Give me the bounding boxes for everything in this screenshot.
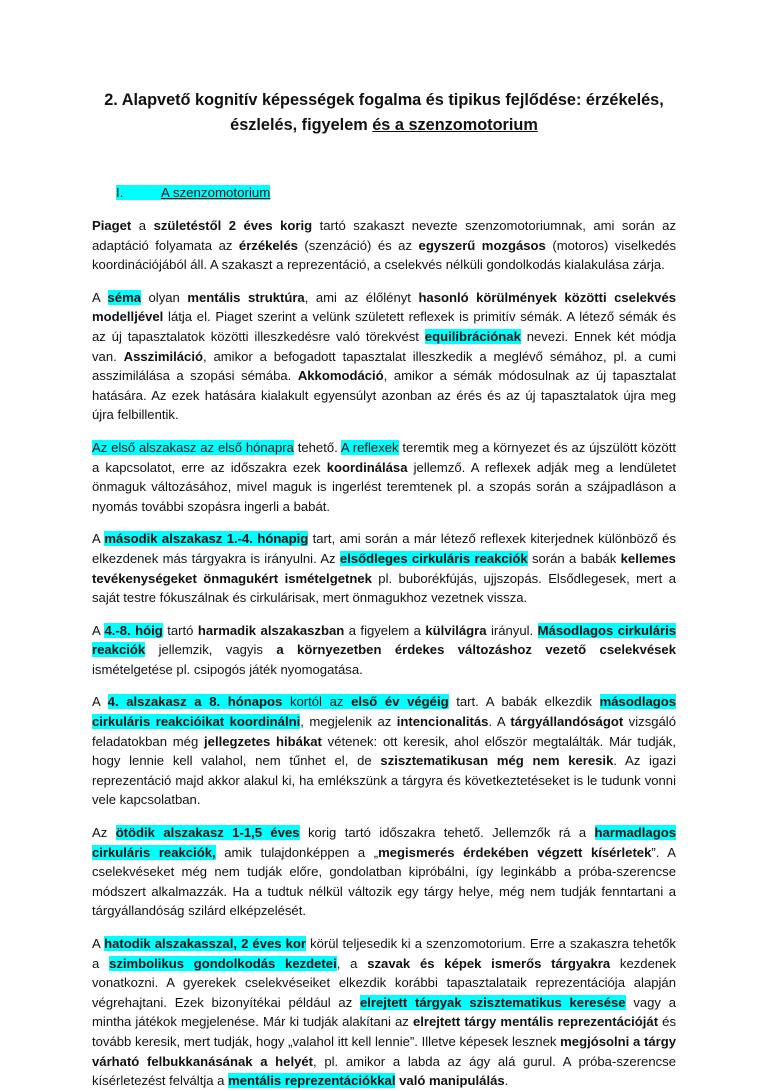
highlighted-text: séma [107,289,142,305]
bold-text: Asszimiláció [123,348,203,364]
text-run: jellemzik, vagyis [145,642,277,658]
title-line-2-underlined: és a szenzomotorium [372,116,538,134]
text-run: olyan [141,289,188,305]
section-heading [116,184,676,202]
text-run: A [92,531,105,547]
paragraph [92,934,676,1091]
highlighted-text: equilibrációnak [424,328,521,344]
text-run: pl. buborékfújás, ujjszopás. Elsődlegesek, mert a saját testre fókuszálnak és cirkulárisak, mert önmagukhoz vezetnek vissza. [92,570,676,606]
bold-text: érzékelés [238,237,298,253]
bold-text: külvilágra [425,622,487,638]
bold-text: való manipulálás [399,1073,505,1089]
paragraph [92,621,676,680]
bold-text: jellegzetes hibákat [204,733,322,749]
text-run: tart. A babák elkezdik [448,694,600,710]
text-run: teremtik meg a környezet és az újszülött között a kapcsolatot, erre az időszakra ezek [92,439,676,475]
paragraph [92,288,676,425]
highlighted-text: harmadlagos cirkuláris reakciók, [92,825,676,860]
text-run: A [92,694,108,710]
bold-text: tárgyállandóságot [510,714,624,730]
text-run: és tovább keresik, mert tudják, hogy „valahol itt kell lennie”. Illetve képesek lesznek [92,1014,676,1049]
text-run: a figyelem a [344,622,426,638]
highlighted-text: ötödik alszakasz 1-1,5 éves [115,825,300,841]
bold-text: megjósolni a tárgy várható felbukkanásának a helyét [92,1033,676,1069]
highlighted-text: hatodik alszakasszal, 2 éves kor [104,936,306,951]
text-run: tartó szakaszt nevezte szenzomotoriumnak, ami során az adaptáció folyamata az [92,218,677,253]
highlighted-text: Az első alszakasz az első hónapra [92,439,294,455]
text-run: , a [336,955,368,971]
bold-text: Piaget [92,218,132,233]
bold-text: kellemes tevékenységeket önmagukért ismételgetnek [92,550,676,586]
bold-text: szavak és képek ismerős tárgyakra [367,955,611,971]
text-run: , amikor a sémák módosulnak az új tapasztalat hatására. Az ezek hatására kialakult egyensúlyt azonban az érés és az új tapasztalatok újra meg újra felbillentik. [92,368,676,423]
text-run: (szenzáció) és az [297,237,419,253]
highlighted-text: másodlagos cirkuláris reakcióikat koordinálni [92,694,677,730]
body-text [92,216,676,1091]
paragraph [92,529,676,607]
text-run: . Az igazi reprezentáció majd akkor alakul ki, ha emlékszünk a tárgyra és következtetéseket is le tudunk vonni vele kapcsolatban. [92,753,676,808]
highlighted-text: mentális reprezentációkkal [228,1073,396,1089]
highlighted-text: 4. alszakasz a 8. hónapos [107,694,283,710]
text-run: körül teljesedik ki a szenzomotorium. Erre a szakaszra tehetők a [92,936,676,971]
text-run: látja el. Piaget szerint a velünk született reflexek is primitív sémák. A létező sémák és az új tapasztalatok közötti illeszkedésre való törekvést [92,309,676,344]
text-run: ”. A cselekvéseket még nem tudják előre, gondolatban kipróbálni, így leginkább a próba-szerencse módszert alkalmazzák. Ha a tudtuk nélkül változik egy tárgy helye, még nem tudják fenntartani a tárgyállandóság szilárd elképzelését. [92,844,676,919]
highlighted-text: első év végéig [351,694,449,710]
bold-text: megismerés érdekében végzett kísérletek [378,844,652,860]
text-run: . [504,1073,509,1089]
text-run: ismételgetése pl. csipogós játék nyomogatása. [92,661,363,677]
text-run: , megjelenik az [300,714,397,730]
text-run: Az [92,825,116,841]
text-run: , amikor a befogadott tapasztalat illeszkedik a meglévő sémához, pl. a cumi asszimilálása a szopási sémába. [92,348,676,384]
text-run: irányul. [486,622,538,638]
highlighted-text: 4.-8. hóig [104,622,163,638]
highlighted-text: elrejtett tárgyak szisztematikus keresése [359,994,626,1010]
text-run: vagy a mintha játékok megjelenése. Már ki tudják alakítani az [92,994,676,1030]
bold-text: elrejtett tárgy mentális reprezentációját [412,1014,659,1030]
highlighted-text: szimbolikus gondolkodás kezdetei [109,955,337,971]
text-run: tartó [162,622,198,638]
paragraph [92,216,676,275]
paragraph [92,692,676,810]
text-run: jellemző. A reflexek adják meg a lendületet önmaguk változásához, mivel maguk is ingerlést teremtenek pl. a szopás során a szájpadláson a nyomás további szopásra ingerli a babát. [92,459,677,514]
text-run: , ami az élőlényt [304,289,419,305]
text-run: tehető. [293,439,341,455]
text-run: tart, ami során a már létező reflexek kiterjednek különböző és elkezdenek más tárgyakra is irányulni. Az [92,531,676,566]
text-run: . A [488,714,511,730]
page-title [92,88,676,138]
section-label: A szenzomotorium [161,185,271,200]
highlighted-text: elsődleges cirkuláris reakciók [339,550,528,566]
bold-text: mentális struktúra [187,289,305,305]
highlighted-text: Másodlagos cirkuláris reakciók [92,622,676,658]
bold-text: koordinálása [326,459,408,475]
text-run: (motoros) viselkedés koordinációjából áll. A szakaszt a reprezentáció, a cselekvés nélküli gondolkodás kialakulása zárja. [92,237,677,273]
title-line-2: észlelés, figyelem [230,116,373,134]
paragraph [92,438,676,516]
bold-text: Akkomodáció [297,368,384,384]
text-run: , pl. amikor a labda az ágy alá gurul. A próba-szerencse kísérletezést felváltja a [92,1053,676,1089]
bold-text: harmadik alszakaszban [197,622,345,638]
text-run: A [92,622,105,638]
text-run: nevezi. Ennek két módja van. [92,328,677,364]
text-run: vizsgáló feladatokban még [92,714,676,749]
text-run: kezdenek vonatkozni. A gyerekek cselekvéseiket elkezdik korábbi tapasztalataik reprezentációja alapján végrehajtani. Ezek bizonyítékai például az [92,955,676,1010]
bold-text: hasonló körülmények közötti cselekvés modelljével [92,289,677,325]
text-run: A [92,936,105,951]
highlighted-text: A reflexek [340,439,399,455]
text-run: A [92,289,108,305]
bold-text: a környezetben érdekes változáshoz vezető cselekvések [276,642,676,658]
text-run: korig tartó időszakra tehető. Jellemzők rá a [299,825,595,841]
bold-text: szisztematikusan még nem keresik [380,753,614,769]
bold-text: születéstől 2 éves korig [153,218,313,233]
paragraph [92,823,676,921]
text-run: amik tulajdonképpen a „ [215,844,379,860]
text-run: során a babák [527,550,621,566]
bold-text: intencionalitás [396,714,489,730]
section-number: I. [116,185,124,200]
highlighted-text: második alszakasz 1.-4. hónapig [104,531,309,547]
bold-text: egyszerű mozgásos [418,237,546,253]
text-run: vétenek: ott keresik, ahol először megtalálták. Már tudják, hogy lennie kell valahol, nem tűnhet el, de [92,733,676,769]
highlighted-text: kortól az [282,694,352,710]
text-run: a [131,218,154,233]
title-line-1: 2. Alapvető kognitív képességek fogalma és tipikus fejlődése: érzékelés, [104,91,664,109]
